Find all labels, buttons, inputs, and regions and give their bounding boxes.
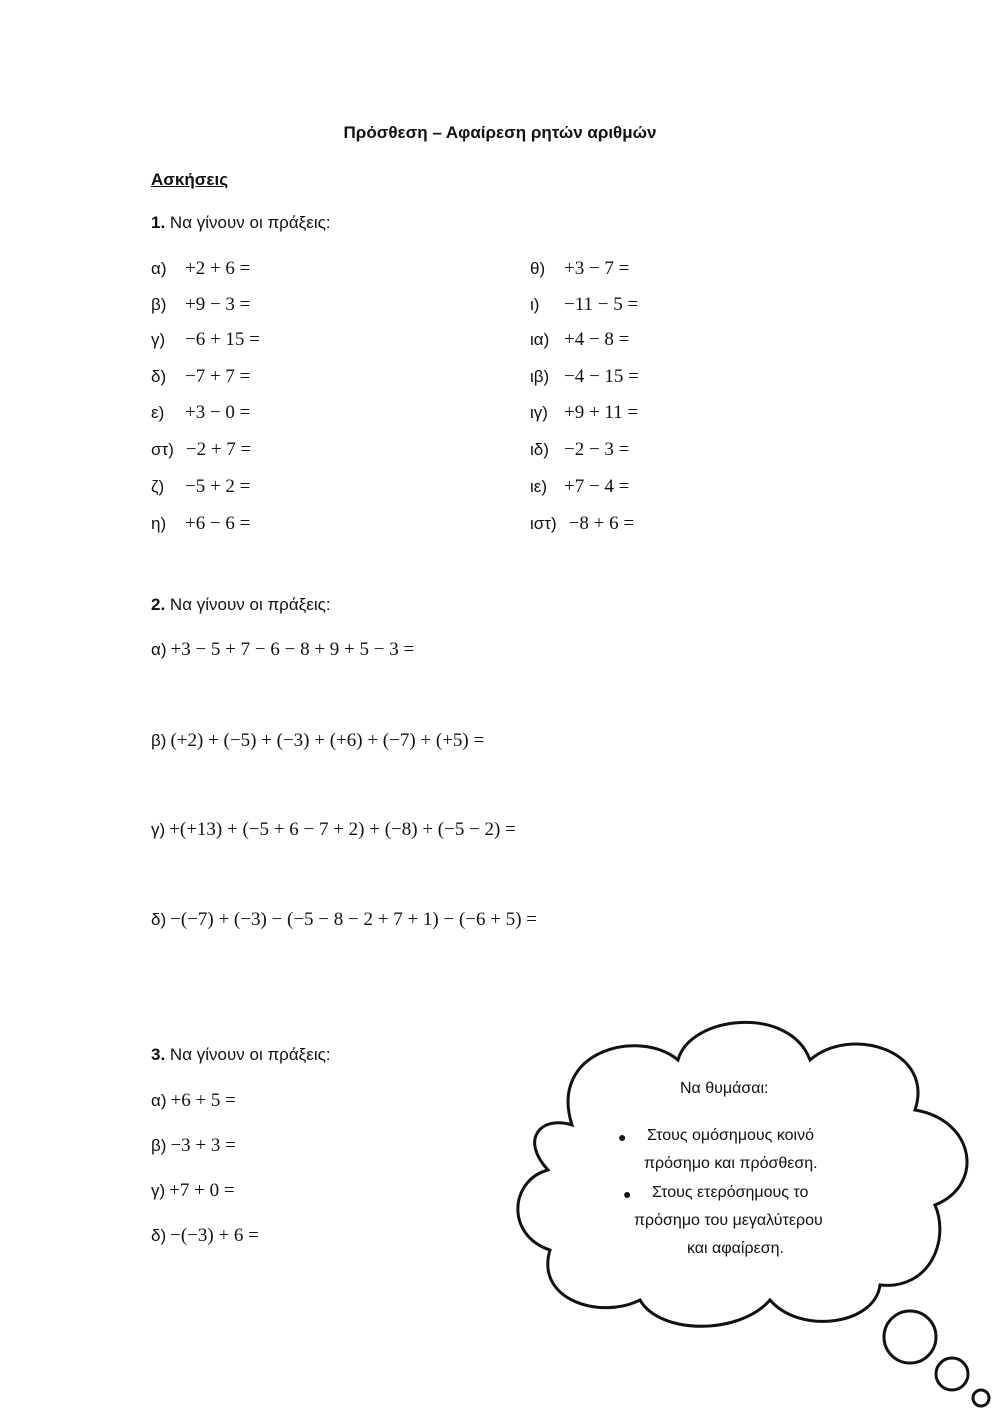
- exercise-label: ε): [151, 403, 165, 422]
- exercise-expression: +3 − 0 =: [185, 402, 251, 423]
- reminder-bullet-1-line-1: Στους ομόσημους κοινό: [647, 1127, 814, 1144]
- exercise-label: θ): [530, 259, 546, 278]
- exercise-label: ιγ): [530, 403, 548, 422]
- reminder-bullet-2-line-1: Στους ετερόσημους το: [652, 1184, 809, 1201]
- exercise-label: ιε): [530, 477, 548, 496]
- exercise-label: ιβ): [530, 367, 550, 386]
- exercise-expression: −8 + 6 =: [568, 513, 635, 534]
- exercise-expression: −4 − 15 =: [564, 366, 639, 387]
- bullet-icon: ●: [618, 1129, 627, 1145]
- thought-bubble-small: [973, 1390, 989, 1406]
- question-2-number: 2.: [151, 595, 166, 614]
- section-heading: Ασκήσεις: [151, 170, 229, 189]
- exercise-expression: −11 − 5 =: [564, 294, 639, 315]
- exercise-expression: +3 − 5 + 7 − 6 − 8 + 9 + 5 − 3 =: [170, 639, 415, 660]
- reminder-bullet-1-line-2: πρόσημο και πρόσθεση.: [644, 1155, 818, 1172]
- exercise-label: β): [151, 295, 167, 314]
- exercise-expression: +4 − 8 =: [564, 329, 630, 350]
- bullet-icon: ●: [623, 1186, 632, 1202]
- exercise-expression: +9 − 3 =: [185, 294, 251, 315]
- exercise-label: η): [151, 514, 167, 533]
- exercise-label: δ): [151, 367, 167, 386]
- exercise-label: δ): [151, 1226, 167, 1245]
- question-3-text: Να γίνουν οι πράξεις:: [165, 1045, 331, 1064]
- exercise-expression: −(−3) + 6 =: [170, 1225, 259, 1246]
- question-2-text: Να γίνουν οι πράξεις:: [165, 595, 331, 614]
- exercise-label: γ): [151, 1181, 166, 1200]
- question-3-number: 3.: [151, 1045, 166, 1064]
- exercise-expression: −(−7) + (−3) − (−5 − 8 − 2 + 7 + 1) − (−6 + 5) =: [170, 909, 538, 930]
- exercise-expression: −3 + 3 =: [170, 1135, 236, 1156]
- question-1-number: 1.: [151, 213, 166, 232]
- exercise-expression: −2 + 7 =: [185, 439, 252, 460]
- exercise-expression: −5 + 2 =: [185, 476, 251, 497]
- exercise-expression: +3 − 7 =: [564, 258, 630, 279]
- thought-cloud-outline: [518, 1022, 967, 1326]
- exercise-label: α): [151, 259, 167, 278]
- exercise-expression: −2 − 3 =: [564, 439, 630, 460]
- exercise-expression: +7 + 0 =: [169, 1180, 235, 1201]
- exercise-expression: +9 + 11 =: [564, 402, 639, 423]
- exercise-label: στ): [151, 440, 174, 459]
- exercise-expression: +(+13) + (−5 + 6 − 7 + 2) + (−8) + (−5 − 2) =: [169, 819, 516, 840]
- exercise-label: δ): [151, 910, 167, 929]
- exercise-label: α): [151, 1091, 167, 1110]
- exercise-label: γ): [151, 820, 166, 839]
- reminder-bullet-2-line-2: πρόσημο του μεγαλύτερου: [634, 1212, 823, 1229]
- exercise-label: ζ): [151, 477, 165, 496]
- exercise-expression: +2 + 6 =: [185, 258, 251, 279]
- exercise-label: ιστ): [530, 514, 557, 533]
- exercise-label: α): [151, 640, 167, 659]
- reminder-heading: [0, 1080, 1000, 1098]
- thought-bubble-large: [884, 1311, 936, 1363]
- exercise-expression: −7 + 7 =: [185, 366, 251, 387]
- exercise-label: γ): [151, 330, 166, 349]
- exercise-expression: (+2) + (−5) + (−3) + (+6) + (−7) + (+5) =: [170, 730, 485, 751]
- exercise-label: ια): [530, 330, 550, 349]
- exercise-expression: +7 − 4 =: [564, 476, 630, 497]
- thought-bubble-medium: [936, 1358, 968, 1390]
- reminder-heading-text: Να θυμάσαι:: [680, 1080, 769, 1097]
- exercise-label: β): [151, 731, 167, 750]
- question-1-text: Να γίνουν οι πράξεις:: [165, 213, 331, 232]
- exercise-expression: −6 + 15 =: [185, 329, 260, 350]
- page-title: Πρόσθεση – Αφαίρεση ρητών αριθμών: [343, 123, 657, 142]
- exercise-label: ιδ): [530, 440, 549, 459]
- exercise-label: β): [151, 1136, 167, 1155]
- exercise-label: ι): [530, 295, 540, 314]
- exercise-expression: +6 − 6 =: [185, 513, 251, 534]
- reminder-bullet-2-line-3: και αφαίρεση.: [687, 1240, 784, 1257]
- exercise-expression: +6 + 5 =: [170, 1090, 236, 1111]
